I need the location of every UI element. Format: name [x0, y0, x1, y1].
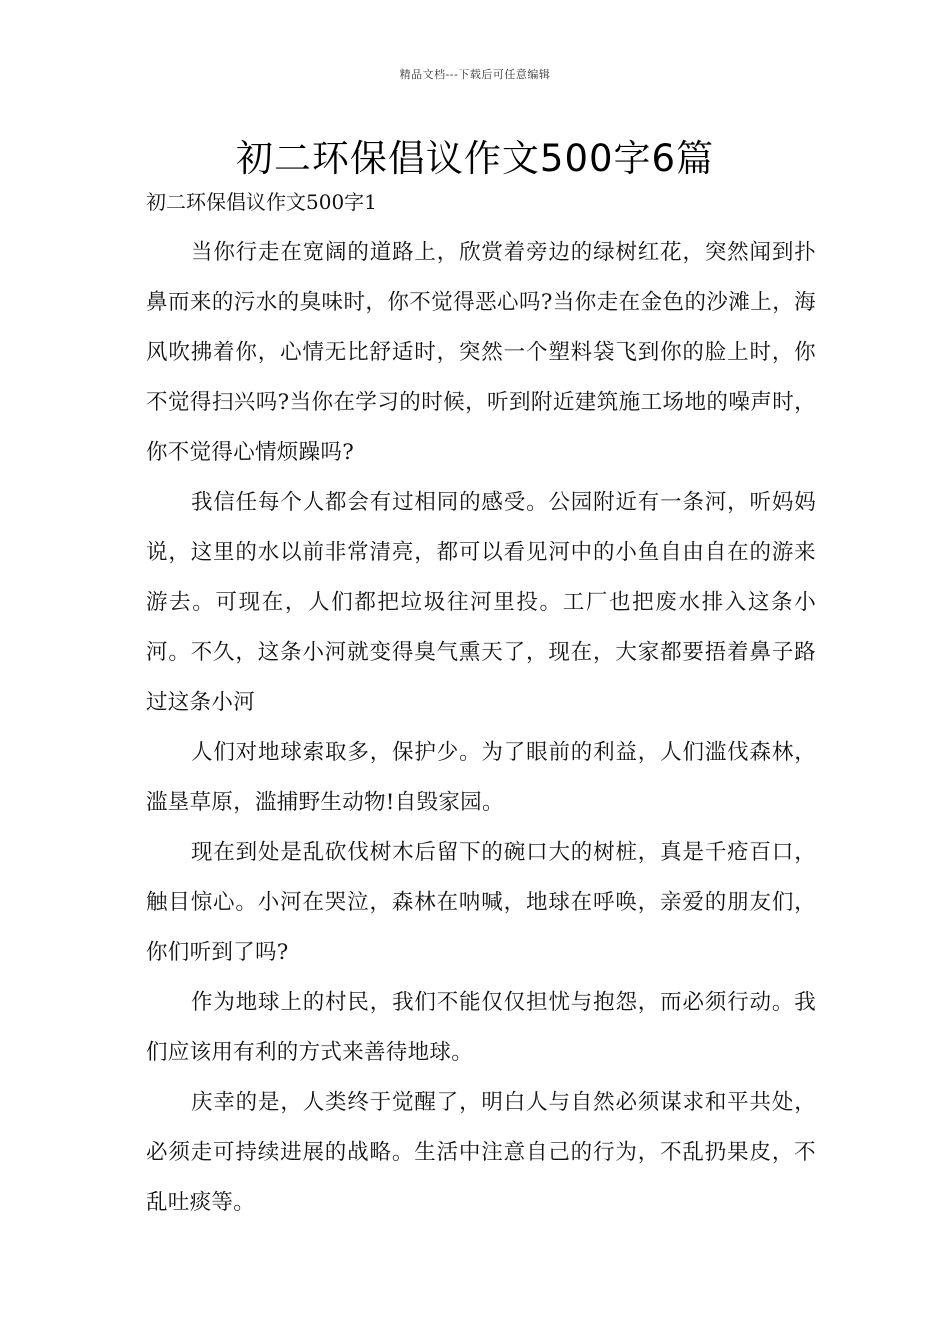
paragraph: 现在到处是乱砍伐树木后留下的碗口大的树桩，真是千疮百口，触目惊心。小河在哭泣，森林在呐喊，地球在呼唤，亲爱的朋友们，你们听到了吗?: [146, 840, 816, 965]
paragraph: 我信任每个人都会有过相同的感受。公园附近有一条河，听妈妈说，这里的水以前非常清亮，都可以看见河中的小鱼自由自在的游来游去。可现在，人们都把垃圾往河里投。工厂也把废水排入这条小河。不久，这条小河就变得臭气熏天了，现在，大家都要捂着鼻子路过这条小河: [146, 490, 816, 715]
paragraph: 当你行走在宽阔的道路上，欣赏着旁边的绿树红花，突然闻到扑鼻而来的污水的臭味时，你不觉得恶心吗?当你走在金色的沙滩上，海风吹拂着你，心情无比舒适时，突然一个塑料袋飞到你的脸上时，你不觉得扫兴吗?当你在学习的时候，听到附近建筑施工场地的噪声时，你不觉得心情烦躁吗?: [146, 240, 816, 465]
page-title: 初二环保倡议作文500字6篇: [235, 137, 715, 180]
paragraph: 人们对地球索取多，保护少。为了眼前的利益，人们滥伐森林，滥垦草原，滥捕野生动物!自毁家园。: [146, 740, 816, 815]
header-note: 精品文档---下载后可任意编辑: [399, 68, 551, 81]
essay-body: [146, 228, 816, 1228]
paragraph: 庆幸的是，人类终于觉醒了，明白人与自然必须谋求和平共处，必须走可持续进展的战略。生活中注意自己的行为，不乱扔果皮，不乱吐痰等。: [146, 1090, 816, 1215]
paragraph: 作为地球上的村民，我们不能仅仅担忧与抱怨，而必须行动。我们应该用有利的方式来善待地球。: [146, 990, 816, 1065]
essay-subtitle: 初二环保倡议作文500字1: [146, 190, 377, 214]
